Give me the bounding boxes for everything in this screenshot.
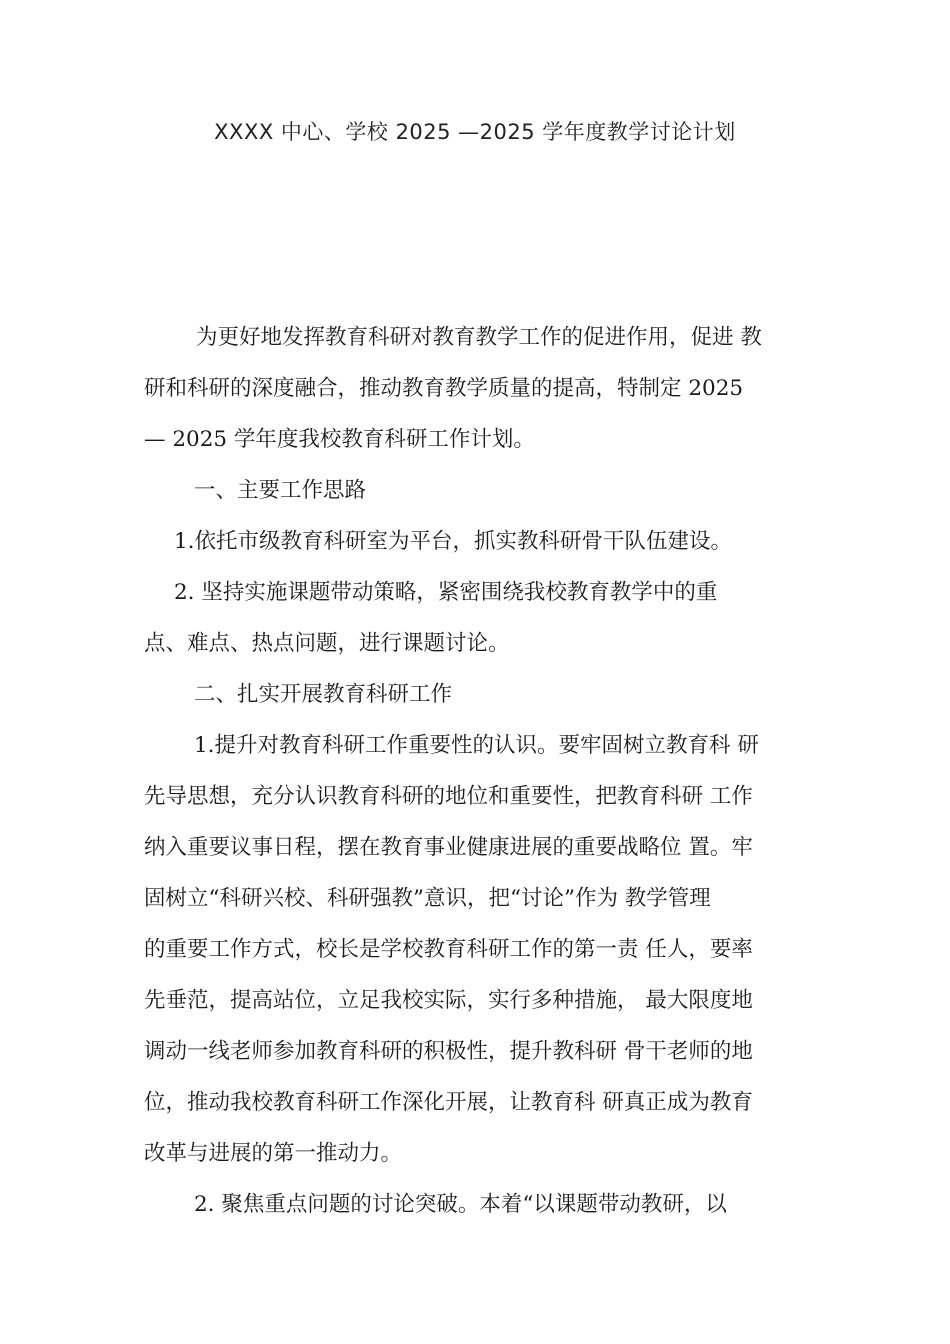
section-2-item-1-line-3: 纳入重要议事日程，摆在教育事业健康进展的重要战略位 置。牢	[144, 835, 753, 860]
section-2-heading: 二、扎实开展教育科研工作	[194, 682, 453, 707]
intro-line-2: 研和科研的深度融合，推动教育教学质量的提高，特制定 2025	[144, 376, 744, 401]
section-1-item-2-line-1: 2. 坚持实施课题带动策略，紧密围绕我校教育教学中的重	[174, 580, 718, 605]
section-2-item-1-line-1: 1.提升对教育科研工作重要性的认识。要牢固树立教育科 研	[194, 733, 759, 758]
section-2-item-1-line-4: 固树立“科研兴校、科研强教”意识，把“讨论”作为 教学管理	[144, 886, 711, 911]
section-2-item-1-line-5: 的重要工作方式，校长是学校教育科研工作的第一责 任人，要率	[144, 937, 753, 962]
section-2-item-2-line-1: 2. 聚焦重点问题的讨论突破。本着“以课题带动教研，以	[194, 1192, 727, 1217]
section-2-item-1-line-9: 改革与进展的第一推动力。	[144, 1141, 403, 1166]
section-2-item-1-line-7: 调动一线老师参加教育科研的积极性，提升教科研 骨干老师的地	[144, 1039, 753, 1064]
section-2-item-1-line-2: 先导思想，充分认识教育科研的地位和重要性，把教育科研 工作	[144, 784, 753, 809]
section-1-item-1: 1.依托市级教育科研室为平台，抓实教科研骨干队伍建设。	[174, 529, 733, 554]
document-body	[144, 312, 820, 1230]
intro-line-3: — 2025 学年度我校教育科研工作计划。	[144, 427, 535, 452]
intro-line-1: 为更好地发挥教育科研对教育教学工作的促进作用，促进 教	[196, 325, 762, 350]
section-1-heading: 一、主要工作思路	[194, 478, 367, 503]
section-2-item-1-line-6: 先垂范，提高站位，立足我校实际，实行多种措施， 最大限度地	[144, 988, 753, 1013]
section-2-item-1-line-8: 位，推动我校教育科研工作深化开展，让教育科 研真正成为教育	[144, 1090, 753, 1115]
document-title: XXXX 中心、学校 2025 —2025 学年度教学讨论计划	[214, 120, 736, 144]
section-1-item-2-line-2: 点、难点、热点问题，进行课题讨论。	[144, 631, 510, 656]
